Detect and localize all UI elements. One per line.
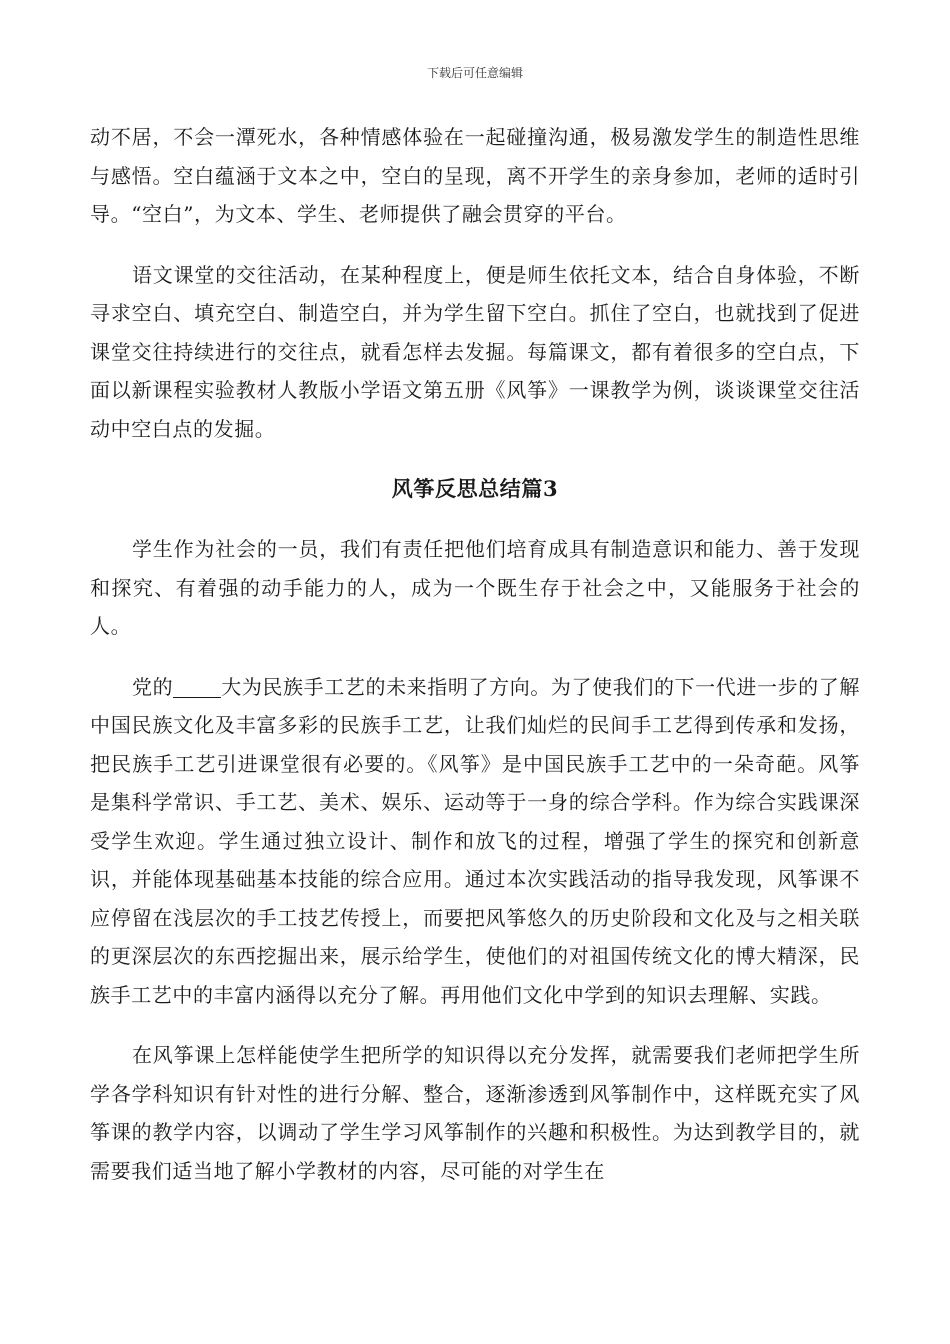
paragraph-continued: 动不居，不会一潭死水，各种情感体验在一起碰撞沟通，极易激发学生的制造性思维与感悟。空白蕴涵于文本之中，空白的呈现，离不开学生的亲身参加，老师的适时引导。“空白”，为文本、学生、老师提供了融会贯穿的平台。: [90, 125, 860, 226]
paragraph-student-responsibility: 学生作为社会的一员，我们有责任把他们培育成具有制造意识和能力、善于发现和探究、有着强的动手能力的人，成为一个既生存于社会之中，又能服务于社会的人。: [90, 537, 860, 638]
fill-in-blank: [173, 677, 221, 698]
paragraph-text-rest: 大为民族手工艺的未来指明了方向。为了使我们的下一代进一步的了解中国民族文化及丰富多彩的民族手工艺，让我们灿烂的民间手工艺得到传承和发扬，把民族手工艺引进课堂很有必要的。《风筝》是中国民族手工艺中的一朵奇葩。风筝是集科学常识、手工艺、美术、娱乐、运动等于一身的综合学科。作为综合实践课深受学生欢迎。学生通过独立设计、制作和放飞的过程，增强了学生的探究和创新意识，并能体现基础基本技能的综合应用。通过本次实践活动的指导我发现，风筝课不应停留在浅层次的手工技艺传授上，而要把风筝悠久的历史阶段和文化及与之相关联的更深层次的东西挖掘出来，展示给学生，使他们的对祖国传统文化的博大精深，民族手工艺中的丰富内涵得以充分了解。再用他们文化中学到的知识去理解、实践。: [90, 674, 860, 1007]
document-body: [90, 118, 860, 1190]
paragraph-classroom-interaction: 语文课堂的交往活动，在某种程度上，便是师生依托文本，结合自身体验，不断寻求空白、填充空白、制造空白，并为学生留下空白。抓住了空白，也就找到了促进课堂交往持续进行的交往点，就看怎样去发掘。每篇课文，都有着很多的空白点，下面以新课程实验教材人教版小学语文第五册《风筝》一课教学为例，谈谈课堂交往活动中空白点的发掘。: [90, 262, 860, 441]
paragraph-text-start: 党的: [132, 674, 174, 699]
paragraph-folk-craft: [90, 668, 860, 1015]
paragraph-kite-class: 在风筝课上怎样能使学生把所学的知识得以充分发挥，就需要我们老师把学生所学各学科知识有针对性的进行分解、整合，逐渐渗透到风筝制作中，这样既充实了风筝课的教学内容，以调动了学生学习风筝制作的兴趣和积极性。为达到教学目的，就需要我们适当地了解小学教材的内容，尽可能的对学生在: [90, 1043, 860, 1183]
section-title: 风筝反思总结篇3: [391, 476, 559, 501]
page-header: 下载后可任意编辑: [426, 66, 523, 80]
